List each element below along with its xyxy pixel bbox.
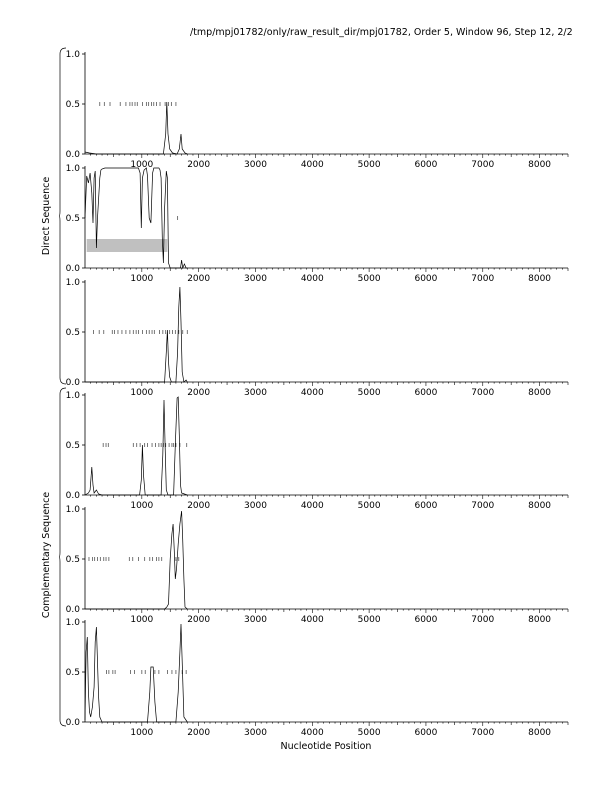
y-tick-label: 1.0 — [65, 505, 80, 515]
y-tick-label: 1.0 — [65, 391, 80, 401]
x-tick-label: 6000 — [414, 160, 438, 170]
x-tick-label: 2000 — [187, 501, 211, 511]
complementary-sequence-label: Complementary Sequence — [41, 491, 52, 619]
y-tick-label: 0.0 — [65, 605, 80, 615]
x-tick-label: 2000 — [187, 388, 211, 398]
x-tick-label: 1000 — [130, 615, 154, 625]
x-tick-label: 2000 — [187, 728, 211, 738]
x-tick-label: 6000 — [414, 615, 438, 625]
x-tick-label: 8000 — [528, 501, 552, 511]
y-tick-label: 0.5 — [65, 441, 80, 451]
x-tick-label: 4000 — [300, 388, 324, 398]
x-tick-label: 5000 — [357, 501, 381, 511]
x-tick-label: 1000 — [130, 274, 154, 284]
x-tick-label: 2000 — [187, 274, 211, 284]
x-tick-label: 4000 — [300, 274, 324, 284]
series-line — [85, 168, 187, 268]
x-tick-label: 4000 — [300, 501, 324, 511]
x-tick-label: 8000 — [528, 160, 552, 170]
page-title: /tmp/mpj01782/only/raw_result_dir/mpj01782, Order 5, Window 96, Step 12, 2/2 — [190, 27, 573, 38]
y-tick-label: 0.0 — [65, 718, 80, 728]
x-tick-label: 7000 — [471, 728, 495, 738]
x-tick-label: 4000 — [300, 615, 324, 625]
x-tick-label: 7000 — [471, 501, 495, 511]
x-tick-label: 3000 — [244, 501, 267, 511]
x-tick-label: 1000 — [130, 160, 154, 170]
x-tick-label: 5000 — [357, 388, 381, 398]
x-tick-label: 6000 — [414, 728, 438, 738]
series-line — [85, 287, 187, 382]
y-tick-label: 0.5 — [65, 555, 80, 565]
x-tick-label: 3000 — [244, 160, 267, 170]
panel-6 — [66, 618, 568, 738]
x-tick-label: 7000 — [471, 160, 495, 170]
x-tick-label: 5000 — [357, 160, 381, 170]
x-tick-label: 4000 — [300, 728, 324, 738]
x-tick-label: 8000 — [528, 388, 552, 398]
x-tick-label: 4000 — [300, 160, 324, 170]
x-tick-label: 7000 — [471, 274, 495, 284]
x-tick-label: 8000 — [528, 728, 552, 738]
x-tick-label: 2000 — [187, 160, 211, 170]
x-tick-label: 1000 — [130, 388, 154, 398]
y-tick-label: 0.0 — [65, 150, 80, 160]
series-line — [85, 102, 187, 154]
x-tick-label: 3000 — [244, 388, 267, 398]
panel-2 — [66, 164, 568, 284]
y-tick-label: 1.0 — [65, 278, 80, 288]
y-tick-label: 0.5 — [65, 100, 80, 110]
x-tick-label: 3000 — [244, 274, 267, 284]
x-tick-label: 3000 — [244, 615, 267, 625]
x-tick-label: 5000 — [357, 728, 381, 738]
x-tick-label: 7000 — [471, 615, 495, 625]
x-tick-label: 6000 — [414, 501, 438, 511]
x-tick-label: 6000 — [414, 274, 438, 284]
x-tick-label: 5000 — [357, 274, 381, 284]
y-tick-label: 0.5 — [65, 328, 80, 338]
x-tick-label: 8000 — [528, 274, 552, 284]
direct-sequence-label: Direct Sequence — [41, 176, 52, 256]
x-tick-label: 1000 — [130, 728, 154, 738]
y-tick-label: 0.0 — [65, 378, 80, 388]
panel-4 — [66, 391, 568, 511]
y-tick-label: 0.0 — [65, 264, 80, 274]
x-tick-label: 5000 — [357, 615, 381, 625]
panel-3 — [66, 278, 568, 398]
y-tick-label: 0.5 — [65, 668, 80, 678]
x-tick-label: 3000 — [244, 728, 267, 738]
x-tick-label: 6000 — [414, 388, 438, 398]
x-axis-label: Nucleotide Position — [280, 741, 372, 752]
y-tick-label: 1.0 — [65, 50, 80, 60]
x-tick-label: 7000 — [471, 388, 495, 398]
band-rect — [87, 239, 168, 252]
panel-5 — [66, 505, 568, 625]
y-tick-label: 1.0 — [65, 164, 80, 174]
panel-1 — [66, 50, 568, 170]
x-tick-label: 8000 — [528, 615, 552, 625]
y-tick-label: 0.0 — [65, 491, 80, 501]
y-tick-label: 0.5 — [65, 214, 80, 224]
y-tick-label: 1.0 — [65, 618, 80, 628]
x-tick-label: 2000 — [187, 615, 211, 625]
x-tick-label: 1000 — [130, 501, 154, 511]
